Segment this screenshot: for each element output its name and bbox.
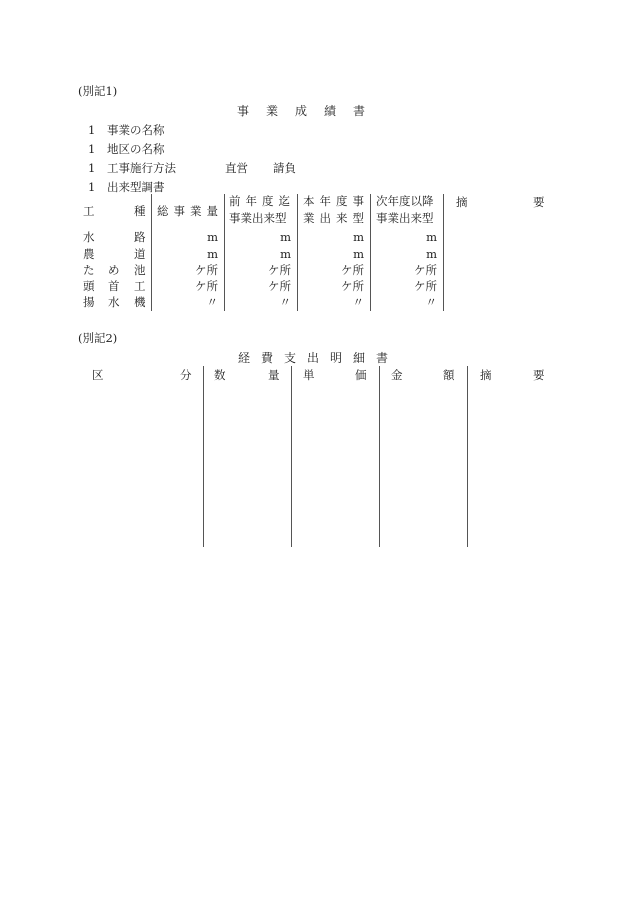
row-prev-unit: 〃 xyxy=(279,295,291,309)
table-column-divider xyxy=(443,194,444,311)
header-amount-second: 額 xyxy=(443,368,455,382)
row-curr-unit: ケ所 xyxy=(341,279,364,293)
row-prev-unit: m xyxy=(280,247,291,261)
header-next-line2: 事業出来型 xyxy=(376,211,434,225)
row-next-unit: 〃 xyxy=(425,295,437,309)
row-name-char: 道 xyxy=(134,247,146,261)
item-number: 1 xyxy=(88,142,96,156)
table-column-divider xyxy=(379,366,380,547)
row-name-char: 頭 xyxy=(83,279,95,293)
header-amount-first: 金 xyxy=(391,368,403,382)
row-total-unit: m xyxy=(207,247,218,261)
header-unit-price-first: 単 xyxy=(303,368,315,382)
header-remarks-first: 摘 xyxy=(480,368,492,382)
table-column-divider xyxy=(203,366,204,547)
row-curr-unit: m xyxy=(353,230,364,244)
row-prev-unit: ケ所 xyxy=(268,263,291,277)
row-prev-unit: m xyxy=(280,230,291,244)
row-name-char: た xyxy=(83,263,95,277)
section1-title: 事業成績書 xyxy=(237,104,383,118)
row-name-char: 工 xyxy=(134,279,146,293)
header-remarks-second: 要 xyxy=(533,368,545,382)
row-curr-unit: m xyxy=(353,247,364,261)
table-column-divider xyxy=(297,194,298,311)
row-name-char: 首 xyxy=(108,279,120,293)
method-contract: 請負 xyxy=(273,161,296,175)
header-division-second: 分 xyxy=(180,368,192,382)
section1-label: (別記1) xyxy=(78,84,118,98)
item-business-name: 事業の名称 xyxy=(107,123,165,137)
row-name-char: 揚 xyxy=(83,295,95,309)
row-next-unit: ケ所 xyxy=(414,279,437,293)
header-quantity-first: 数 xyxy=(214,368,226,382)
header-remarks-second: 要 xyxy=(533,195,545,209)
row-curr-unit: 〃 xyxy=(352,295,364,309)
section2-label: (別記2) xyxy=(78,331,118,345)
row-name-char: 池 xyxy=(134,263,146,277)
header-kind-second: 種 xyxy=(134,204,146,218)
table-column-divider xyxy=(291,366,292,547)
table-column-divider xyxy=(370,194,371,311)
header-curr-line1: 本年度事 xyxy=(303,194,369,208)
header-total: 総事業量 xyxy=(157,204,223,218)
row-total-unit: ケ所 xyxy=(195,263,218,277)
row-name-char: め xyxy=(108,263,120,277)
row-next-unit: m xyxy=(426,230,437,244)
header-kind-first: 工 xyxy=(83,204,95,218)
table-column-divider xyxy=(224,194,225,311)
row-next-unit: ケ所 xyxy=(414,263,437,277)
item-number: 1 xyxy=(88,180,96,194)
item-number: 1 xyxy=(88,123,96,137)
item-output-record: 出来型調書 xyxy=(107,180,165,194)
header-remarks-first: 摘 xyxy=(456,195,468,209)
section2-title: 経費支出明細書 xyxy=(238,351,400,365)
header-division-first: 区 xyxy=(92,368,104,382)
table-column-divider xyxy=(467,366,468,547)
header-quantity-second: 量 xyxy=(268,368,280,382)
header-prev-line1: 前年度迄 xyxy=(229,194,295,208)
row-name-char: 水 xyxy=(83,230,95,244)
row-total-unit: 〃 xyxy=(206,295,218,309)
row-total-unit: m xyxy=(207,230,218,244)
row-prev-unit: ケ所 xyxy=(268,279,291,293)
row-name-char: 農 xyxy=(83,247,95,261)
item-district-name: 地区の名称 xyxy=(107,142,165,156)
row-name-char: 水 xyxy=(108,295,120,309)
row-next-unit: m xyxy=(426,247,437,261)
row-name-char: 機 xyxy=(134,295,146,309)
item-number: 1 xyxy=(88,161,96,175)
row-total-unit: ケ所 xyxy=(195,279,218,293)
header-next-line1: 次年度以降 xyxy=(376,194,434,208)
method-direct: 直営 xyxy=(225,161,248,175)
row-name-char: 路 xyxy=(134,230,146,244)
header-prev-line2: 事業出来型 xyxy=(229,211,287,225)
header-unit-price-second: 価 xyxy=(355,368,367,382)
item-construction-method: 工事施行方法 xyxy=(107,161,176,175)
table-column-divider xyxy=(151,194,152,311)
header-curr-line2: 業出来型 xyxy=(303,211,369,225)
row-curr-unit: ケ所 xyxy=(341,263,364,277)
